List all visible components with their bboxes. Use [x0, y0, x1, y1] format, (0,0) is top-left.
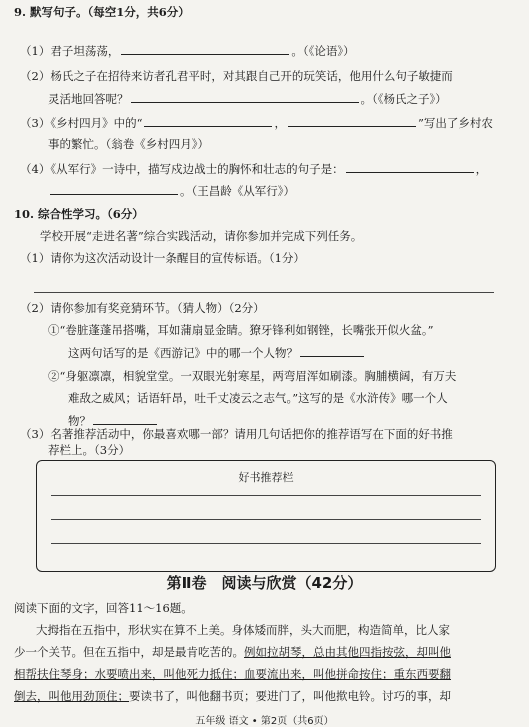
- reading-instruction: 阅读下面的文字，回答11～16题。: [14, 601, 193, 615]
- q9-item4-comma: ，: [475, 162, 488, 176]
- passage-text: 少一个关节。但在五指中，却是最肯吃苦的。: [14, 645, 244, 659]
- answer-blank[interactable]: [144, 114, 272, 127]
- q9-item2-post: 。（《杨氏之子》）: [360, 92, 447, 106]
- q10-sub1-line1: ①“卷脏蓬蓬吊搭嘴，耳如蒲扇显金睛。獠牙锋利如钢锉，长嘴张开似火盆。”: [48, 323, 434, 337]
- q10-sub1-question: 这两句话写的是《西游记》中的哪一个人物？: [68, 346, 298, 360]
- page-footer: 五年级 语文 • 第2页（共6页）: [195, 716, 334, 727]
- q10-sub2-question: 物？: [68, 414, 91, 428]
- q9-item3-post: ”写出了乡村农: [417, 116, 493, 130]
- box-answer-line[interactable]: [51, 519, 481, 520]
- q9-item3-mid: ，: [274, 116, 286, 130]
- q9-item1-pre: （1）君子坦荡荡，: [20, 44, 120, 58]
- q10-intro: 学校开展“走进名著”综合实践活动，请你参加并完成下列任务。: [40, 229, 363, 243]
- answer-blank[interactable]: [300, 344, 364, 357]
- box-answer-line[interactable]: [51, 495, 481, 496]
- q9-item1: [20, 42, 355, 59]
- q10-sub2-line1: ②“身躯凛凛，相貌堂堂。一双眼光射寒星，两弯眉浑如刷漆。胸脯横阔，有万夫: [48, 369, 457, 383]
- passage-underlined: 例如拉胡琴，总由其他四指按弦，却叫他: [244, 645, 451, 659]
- answer-blank[interactable]: [131, 90, 359, 103]
- answer-blank[interactable]: [346, 160, 474, 173]
- q9-title: 9. 默写句子。（每空1分，共6分）: [14, 5, 190, 19]
- q9-item4-line2: [48, 182, 295, 199]
- passage-line-3: 相帮扶住琴身；水要喷出来，叫他死力抵住；血要流出来，叫他拼命按住；重东西要翻: [14, 667, 451, 681]
- answer-blank[interactable]: [93, 412, 157, 425]
- q10-item3-line1: （3）名著推荐活动中，你最喜欢哪一部？请用几句话把你的推荐语写在下面的好书推: [20, 427, 453, 441]
- answer-line[interactable]: [34, 292, 494, 293]
- q9-item2-line2: [48, 90, 447, 107]
- passage-underlined: 倒去，叫他用劲顶住；: [14, 689, 129, 703]
- q9-item2-pre: 灵活地回答呢？: [48, 92, 129, 106]
- part2-title: 第Ⅱ卷 阅读与欣赏（42分）: [166, 574, 363, 592]
- q9-item3-line2: 事的繁忙。（翁卷《乡村四月》）: [48, 137, 209, 151]
- q9-item4-line1: [20, 160, 487, 177]
- q9-item4-post: 。（王昌龄《从军行》）: [180, 184, 295, 198]
- q10-item3-line2: 荐栏上。（3分）: [48, 443, 131, 457]
- passage-line-2: [14, 644, 451, 660]
- q10-item2: （2）请你参加有奖竞猜环节。（猜人物）（2分）: [20, 301, 265, 315]
- passage-line-1: 大拇指在五指中，形状实在算不上美。身体矮而胖，头大而肥，构造简单，比人家: [36, 623, 450, 637]
- recommendation-box: [36, 460, 496, 572]
- box-answer-line[interactable]: [51, 543, 481, 544]
- q9-item3-line1: [20, 114, 493, 131]
- q9-item1-post: 。（《论语》）: [291, 44, 355, 58]
- q9-item3-pre: （3）《乡村四月》中的“: [20, 116, 143, 130]
- q10-item1: （1）请你为这次活动设计一条醒目的宣传标语。（1分）: [20, 251, 305, 265]
- passage-line-4: [14, 688, 451, 704]
- passage-text: 要读书了，叫他翻书页；要进门了，叫他揿电铃。讨巧的事，却: [129, 689, 451, 703]
- q10-title: 10. 综合性学习。（6分）: [14, 207, 144, 221]
- recommendation-box-title: 好书推荐栏: [238, 471, 294, 484]
- answer-blank[interactable]: [288, 114, 416, 127]
- q10-sub1-line2: [68, 344, 366, 361]
- q9-item2-line1: （2）杨氏之子在招待来访者孔君平时，对其跟自己开的玩笑话，他用什么句子敏捷而: [20, 69, 453, 83]
- answer-blank[interactable]: [121, 42, 289, 55]
- q10-sub2-line2: 难敌之威风；话语轩昂，吐千丈凌云之志气。”这写的是《水浒传》哪一个人: [68, 391, 448, 405]
- q9-item4-pre: （4）《从军行》一诗中，描写戍边战士的胸怀和壮志的句子是：: [20, 162, 344, 176]
- answer-blank[interactable]: [50, 182, 178, 195]
